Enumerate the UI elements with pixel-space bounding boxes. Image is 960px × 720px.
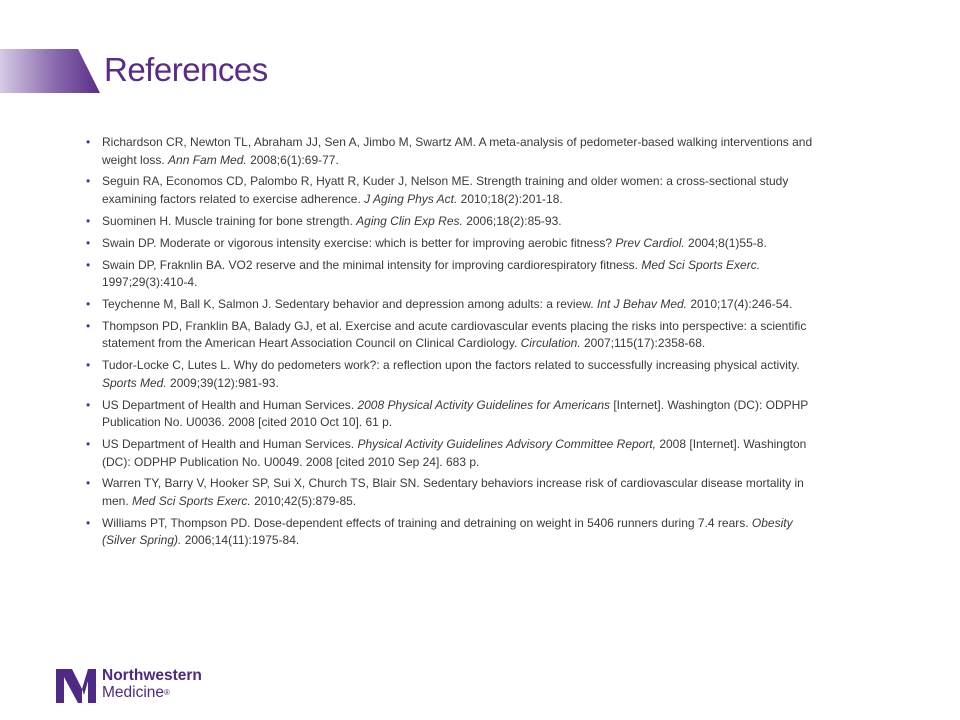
- logo-text-northwestern: Northwestern: [102, 667, 202, 684]
- reference-text: Seguin RA, Economos CD, Palombo R, Hyatt R, Kuder J, Nelson ME. Strength training and older women: a cross-sectional study examining factors related to exercise adherence.: [102, 174, 789, 206]
- reference-source: Physical Activity Guidelines Advisory Committee Report,: [357, 437, 656, 452]
- reference-item: [86, 296, 816, 314]
- reference-text: US Department of Health and Human Services.: [102, 397, 358, 412]
- reference-item: [86, 213, 816, 231]
- reference-text: 2008 [Internet]. Washington (DC): ODPHP Publication No. U0049. 2008 [cited 2010 Sep 24]. 683 p.: [102, 437, 807, 469]
- bullet-icon: •: [86, 397, 91, 412]
- nm-logo-icon: [56, 669, 96, 703]
- reference-source: Obesity (Silver Spring).: [102, 515, 793, 548]
- bullet-icon: •: [86, 476, 91, 491]
- reference-item: [86, 257, 816, 292]
- reference-source: Int J Behav Med.: [596, 296, 687, 311]
- bullet-icon: •: [86, 235, 91, 250]
- bullet-icon: •: [86, 296, 91, 311]
- bullet-icon: •: [86, 213, 91, 228]
- northwestern-medicine-logo: [56, 666, 236, 706]
- reference-text: 2008;6(1):69-77.: [246, 152, 339, 167]
- references-list: [86, 134, 816, 554]
- title-accent-bar: [0, 49, 100, 93]
- reference-text: [Internet]. Washington (DC): ODPHP Publication No. U0036. 2008 [cited 2010 Oct 10]. 61 p.: [102, 397, 809, 430]
- reference-text: 2009;39(12):981-93.: [166, 375, 279, 390]
- logo-text-medicine: Medicine®: [102, 684, 170, 701]
- reference-item: [86, 515, 816, 550]
- reference-text: 2010;17(4):246-54.: [687, 296, 793, 311]
- bullet-icon: •: [86, 358, 91, 373]
- bullet-icon: •: [86, 437, 91, 452]
- reference-item: [86, 475, 816, 510]
- reference-text: Tudor-Locke C, Lutes L. Why do pedometers work?: a reflection upon the factors related to successfully increasing physical activity.: [102, 358, 800, 373]
- registered-mark: ®: [164, 688, 170, 697]
- reference-text: 1997;29(3):410-4.: [102, 275, 198, 290]
- bullet-icon: •: [86, 174, 91, 189]
- reference-text: 2004;8(1)55-8.: [684, 235, 767, 250]
- reference-text: Richardson CR, Newton TL, Abraham JJ, Sen A, Jimbo M, Swartz AM. A meta-analysis of pedometer-based walking interventions and weight loss.: [102, 135, 813, 167]
- bullet-icon: •: [86, 515, 91, 530]
- reference-text: US Department of Health and Human Services.: [102, 437, 358, 452]
- reference-source: Circulation.: [520, 336, 581, 351]
- reference-text: Williams PT, Thompson PD. Dose-dependent effects of training and detraining on weight in 5406 runners during 7.4 rears.: [102, 515, 752, 530]
- reference-text: Suominen H. Muscle training for bone strength.: [102, 213, 357, 228]
- bullet-icon: •: [86, 257, 91, 272]
- reference-item: [86, 134, 816, 169]
- page-title: References: [104, 51, 268, 88]
- reference-source: 2008 Physical Activity Guidelines for Americans: [357, 397, 611, 412]
- reference-source: J Aging Phys Act.: [364, 191, 458, 206]
- reference-source: Aging Clin Exp Res.: [356, 213, 463, 228]
- reference-item: [86, 173, 816, 208]
- reference-source: Ann Fam Med.: [168, 152, 247, 167]
- reference-source: Sports Med.: [102, 375, 167, 390]
- bullet-icon: •: [86, 135, 91, 149]
- bullet-icon: •: [86, 318, 91, 333]
- reference-text: Thompson PD, Franklin BA, Balady GJ, et al. Exercise and acute cardiovascular events placing the risks into perspective: a scientific statement from the American Heart Association Council on Clinical Cardiology.: [102, 318, 807, 351]
- reference-item: [86, 397, 816, 432]
- reference-text: Warren TY, Barry V, Hooker SP, Sui X, Church TS, Blair SN. Sedentary behaviors increase risk of cardiovascular disease mortality in men.: [102, 476, 804, 508]
- reference-source: Prev Cardiol.: [615, 235, 685, 250]
- reference-text: 2007;115(17):2358-68.: [580, 336, 706, 351]
- reference-item: [86, 436, 816, 471]
- reference-text: 2010;18(2):201-18.: [457, 191, 563, 206]
- reference-item: [86, 235, 816, 253]
- reference-text: 2006;14(11):1975-84.: [181, 533, 300, 548]
- reference-item: [86, 318, 816, 353]
- reference-text: Teychenne M, Ball K, Salmon J. Sedentary behavior and depression among adults: a review.: [102, 296, 597, 311]
- reference-text: 2006;18(2):85-93.: [462, 213, 562, 228]
- reference-text: Swain DP. Moderate or vigorous intensity exercise: which is better for improving aerobic fitness?: [102, 235, 616, 250]
- reference-item: [86, 357, 816, 392]
- reference-text: 2010;42(5):879-85.: [250, 493, 357, 508]
- reference-source: Med Sci Sports Exerc.: [132, 493, 251, 508]
- reference-text: Swain DP, Fraknlin BA. VO2 reserve and the minimal intensity for improving cardiorespiratory fitness.: [102, 257, 642, 272]
- reference-source: Med Sci Sports Exerc.: [641, 257, 761, 272]
